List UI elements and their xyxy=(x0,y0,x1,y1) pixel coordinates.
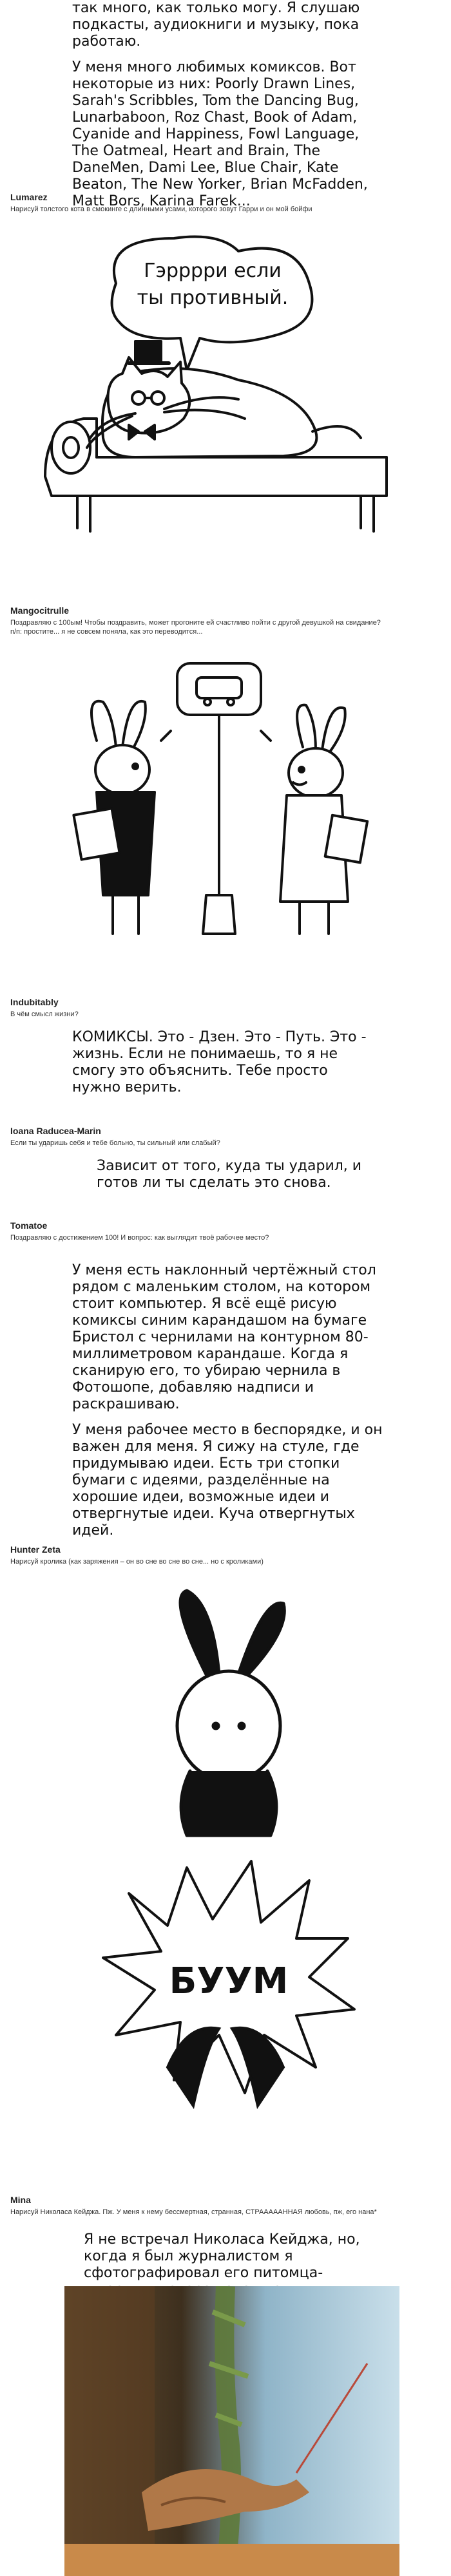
question-author: Hunter Zeta xyxy=(10,1544,61,1555)
question-text: Нарисуй Николаса Кейджа. Пж. У меня к нему бессмертная, странная, СТРАААААННАЯ любовь, пж, его нана* xyxy=(10,2208,377,2216)
fat-cat-comic xyxy=(26,225,425,586)
boom-text: БУУМ xyxy=(169,1960,289,2002)
cat-speech-text: Гэрррри если ты противный. xyxy=(137,260,289,309)
answer-text: Зависит от того, куда ты ударил, и готов ли ты сделать это снова. xyxy=(97,1158,362,1191)
question-author: Mangocitrulle xyxy=(10,605,70,616)
question-text: Нарисуй толстого кота в смокинге с длинными усами, которого зовут Гарри и он мой бойфи xyxy=(10,205,312,213)
intro-paragraph-1: так много, как только могу. Я слушаю подкасты, аудиокниги и музыку, пока работаю. xyxy=(72,0,360,50)
answer-text: КОМИКСЫ. Это - Дзен. Это - Путь. Это - жизнь. Если не понимаешь, то я не смогу это объяснить. Тебе просто нужно верить. xyxy=(72,1029,367,1095)
answer-paragraph: У меня есть наклонный чертёжный стол рядом с маленьким столом, на котором стоит компьютер. Я всё ещё рисую комиксы синим карандашом на бумаге Бристол с чернилами на контурном 80-миллиметровом карандаше. Когда я сканирую его, то убираю чернила в Фотошопе, добавляю надписи и раскрашиваю. xyxy=(72,1262,376,1412)
question-author: Ioana Raducea-Marin xyxy=(10,1126,101,1136)
answer-text xyxy=(72,1262,394,1548)
question-author: Mina xyxy=(10,2195,31,2205)
bunnies-bus-stop-comic xyxy=(58,650,393,953)
intro-paragraph-2: У меня много любимых комиксов. Вот некоторые из них: Poorly Drawn Lines, Sarah's Scribbles, Tom the Dancing Bug, Lunarbaboon, Roz Chast, Book of Adam, Cyanide and Happiness, Fowl Language, The Oatmeal, Heart and Brain, The DaneMen, Dami Lee, Blue Chair, Kate Beaton, The New Yorker, Brian McFadden, Matt Bors, Karina Farek... xyxy=(72,59,368,209)
bunny-comic xyxy=(116,1578,335,1848)
question-author: Indubitably xyxy=(10,997,59,1007)
boom-comic xyxy=(90,1855,361,2112)
question-author: Lumarez xyxy=(10,192,48,202)
question-text: Нарисуй кролика (как заряжения – он во сне во сне во сне... но с кроликами) xyxy=(10,1558,264,1566)
answer-paragraph: У меня рабочее место в беспорядке, и он важен для меня. Я сижу на стуле, где придумываю идеи. Есть три стопки бумаги с идеями, разделённые на хорошие идеи, возможные идеи и отвергнутые идеи. Куча отвергнутых идей. xyxy=(72,1422,383,1539)
question-text: Поздравляю с 100ым! Чтобы поздравить, может прогоните ей счастливо пойти с другой девушкой на свидание? п/п: простите... я не совсем поняла, как это переводится... xyxy=(10,619,381,636)
question-text: В чём смысл жизни? xyxy=(10,1010,79,1018)
question-text: Поздравляю с достижением 100! И вопрос: как выглядит твоё рабочее место? xyxy=(10,1234,269,1242)
question-author: Tomatoe xyxy=(10,1220,48,1231)
intro-text xyxy=(72,0,375,219)
lizard-photo xyxy=(64,2286,399,2576)
answer-text: Я не встречал Николаса Кейджа, но, когда я был журналистом я сфотографировал его питомца- xyxy=(84,2231,360,2281)
question-text: Если ты ударишь себя и тебе больно, ты сильный или слабый? xyxy=(10,1139,220,1147)
